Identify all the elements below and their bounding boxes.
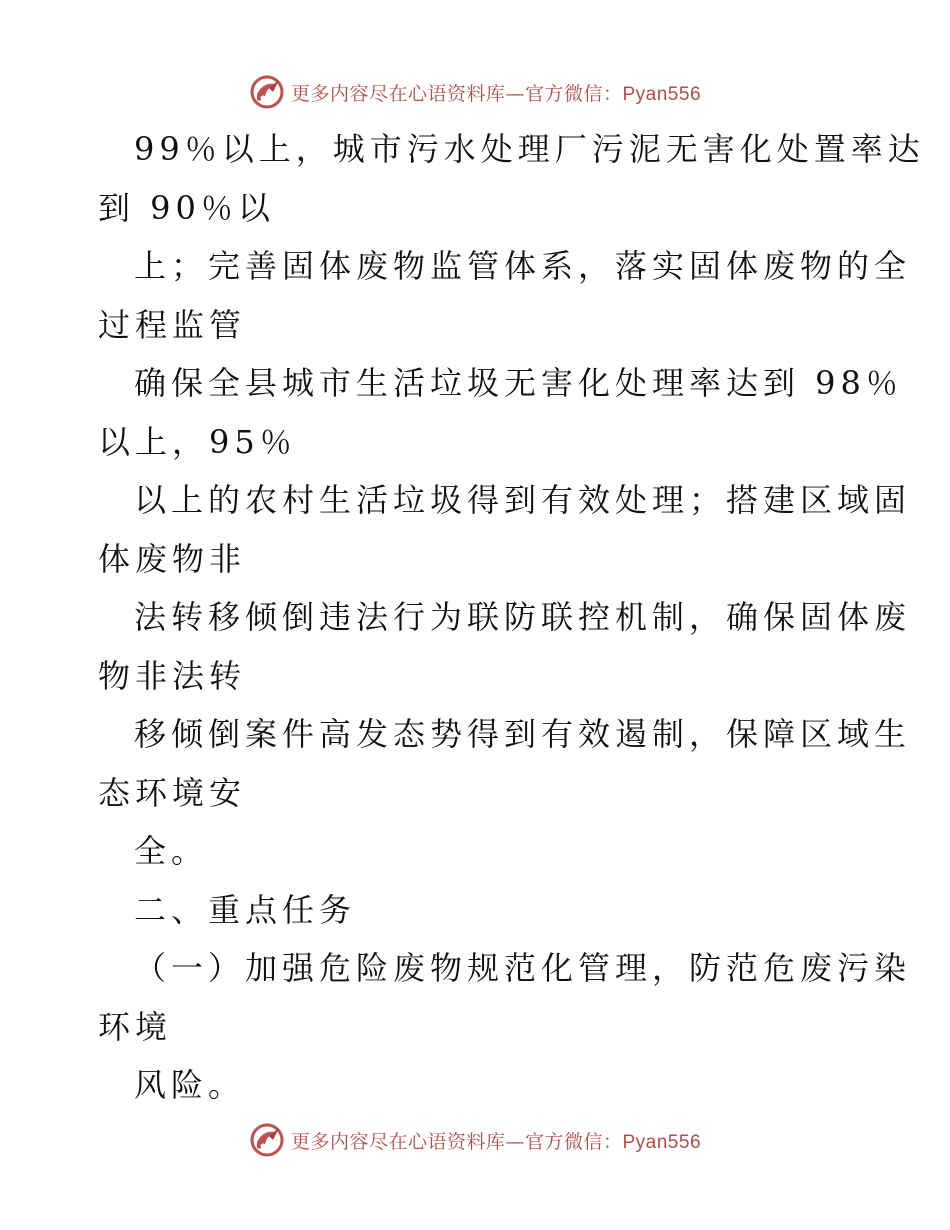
body-line: 风险。 [134,1066,246,1104]
header-banner-text: 更多内容尽在心语资料库—官方微信：Pyan556 [290,82,702,105]
body-line: 移倾倒案件高发态势得到有效遏制，保障区域生 [134,715,912,753]
footer-banner-text: 更多内容尽在心语资料库—官方微信：Pyan556 [290,1130,702,1153]
subsection-heading: （一）加强危险废物规范化管理，防范危废污染 [134,949,912,987]
body-line: 物非法转 [98,656,247,695]
body-line: 体废物非 [98,539,247,578]
document-body [98,120,925,1115]
red-swirl-logo-icon [249,74,285,110]
body-line: 确保全县城市生活垃圾无害化处理率达到 98％ [134,364,903,402]
section-heading: 二、重点任务 [134,890,357,929]
body-line: 99％以上，城市污水处理厂污泥无害化处置率达 [134,130,925,168]
body-line: 以上，95％ [98,422,297,461]
body-line: 法转移倾倒违法行为联防联控机制，确保固体废 [134,598,912,636]
body-line: 态环境安 [98,773,247,812]
body-line: 以上的农村生活垃圾得到有效处理；搭建区域固 [134,481,912,519]
header-banner [0,72,950,112]
red-swirl-logo-icon [249,1122,285,1158]
body-line: 到 90％以 [98,188,275,227]
body-line: 上；完善固体废物监管体系，落实固体废物的全 [134,247,912,285]
body-line: 全。 [134,832,209,870]
body-line: 环境 [98,1007,173,1046]
body-line: 过程监管 [98,305,247,344]
footer-banner [0,1120,950,1160]
